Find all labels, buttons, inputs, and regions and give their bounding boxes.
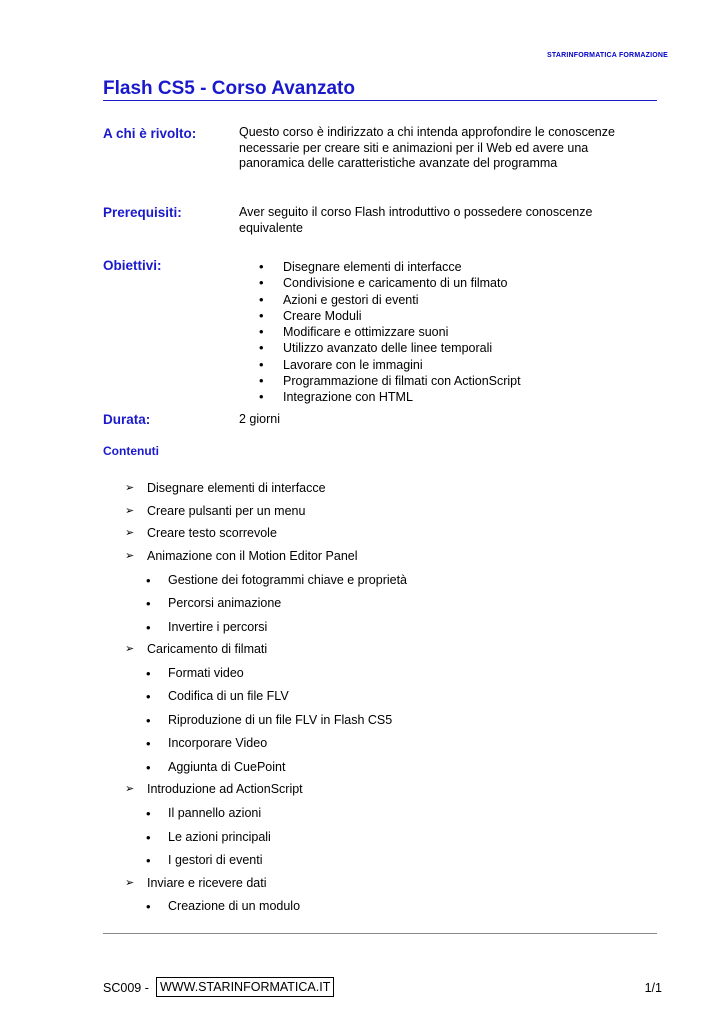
list-item: • Il pannello azioni (0, 804, 725, 828)
header-brand: STARINFORMATICA FORMAZIONE (547, 52, 668, 59)
list-item: • Condivisione e caricamento di un filmato (239, 275, 521, 291)
list-item: ➢ Inviare e ricevere dati (0, 875, 725, 898)
list-item: • Creare Moduli (239, 308, 521, 324)
list-item: ➢ Creare testo scorrevole (0, 525, 725, 548)
list-item: ➢ Disegnare elementi di interfacce (0, 480, 725, 503)
list-item: • Integrazione con HTML (239, 389, 521, 405)
list-item: ➢ Introduzione ad ActionScript (0, 781, 725, 804)
list-item: • Programmazione di filmati con ActionScript (239, 373, 521, 389)
list-item: • Le azioni principali (0, 828, 725, 852)
section-label-obiettivi: Obiettivi: (103, 258, 162, 273)
list-item: • Utilizzo avanzato delle linee temporali (239, 340, 521, 356)
section-label-a-chi: A chi è rivolto: (103, 126, 197, 141)
list-item: • Gestione dei fotogrammi chiave e proprietà (0, 571, 725, 595)
list-item: • Codifica di un file FLV (0, 687, 725, 711)
page-number: 1/1 (644, 981, 662, 995)
obiettivi-list (239, 259, 521, 406)
text-line: panoramica delle caratteristiche avanzate del programma (239, 156, 558, 170)
list-item: ➢ Creare pulsanti per un menu (0, 503, 725, 526)
list-item: • I gestori di eventi (0, 851, 725, 875)
text-line: Aver seguito il corso Flash introduttivo o possedere conoscenze (239, 205, 593, 219)
list-item: • Percorsi animazione (0, 594, 725, 618)
contenuti-list (0, 480, 725, 921)
footer-code: SC009 - (103, 981, 149, 995)
text-line: necessarie per creare siti e animazioni per il Web ed avere una (239, 140, 589, 155)
page-title: Flash CS5 - Corso Avanzato (103, 78, 355, 99)
list-item: • Invertire i percorsi (0, 618, 725, 642)
text-line: equivalente (239, 220, 303, 235)
list-item: • Disegnare elementi di interfacce (239, 259, 521, 275)
list-item: • Aggiunta di CuePoint (0, 758, 725, 782)
list-item: • Modificare e ottimizzare suoni (239, 324, 521, 340)
list-item: • Formati video (0, 664, 725, 688)
list-item: ➢ Animazione con il Motion Editor Panel (0, 548, 725, 571)
section-text-prerequisiti (239, 205, 659, 236)
title-divider (103, 100, 657, 101)
text-line: Questo corso è indirizzato a chi intenda approfondire le conoscenze (239, 125, 615, 139)
list-item: ➢ Caricamento di filmati (0, 641, 725, 664)
section-label-prerequisiti: Prerequisiti: (103, 205, 182, 220)
list-item: • Lavorare con le immagini (239, 357, 521, 373)
footer-divider (103, 933, 657, 934)
list-item: • Creazione di un modulo (0, 897, 725, 921)
footer-url-link[interactable]: WWW.STARINFORMATICA.IT (156, 977, 334, 997)
section-text-a-chi (239, 125, 659, 172)
section-label-durata: Durata: (103, 412, 151, 427)
list-item: • Azioni e gestori di eventi (239, 292, 521, 308)
section-value-durata: 2 giorni (239, 412, 280, 426)
list-item: • Incorporare Video (0, 734, 725, 758)
list-item: • Riproduzione di un file FLV in Flash CS5 (0, 711, 725, 735)
contenuti-heading: Contenuti (103, 444, 159, 458)
